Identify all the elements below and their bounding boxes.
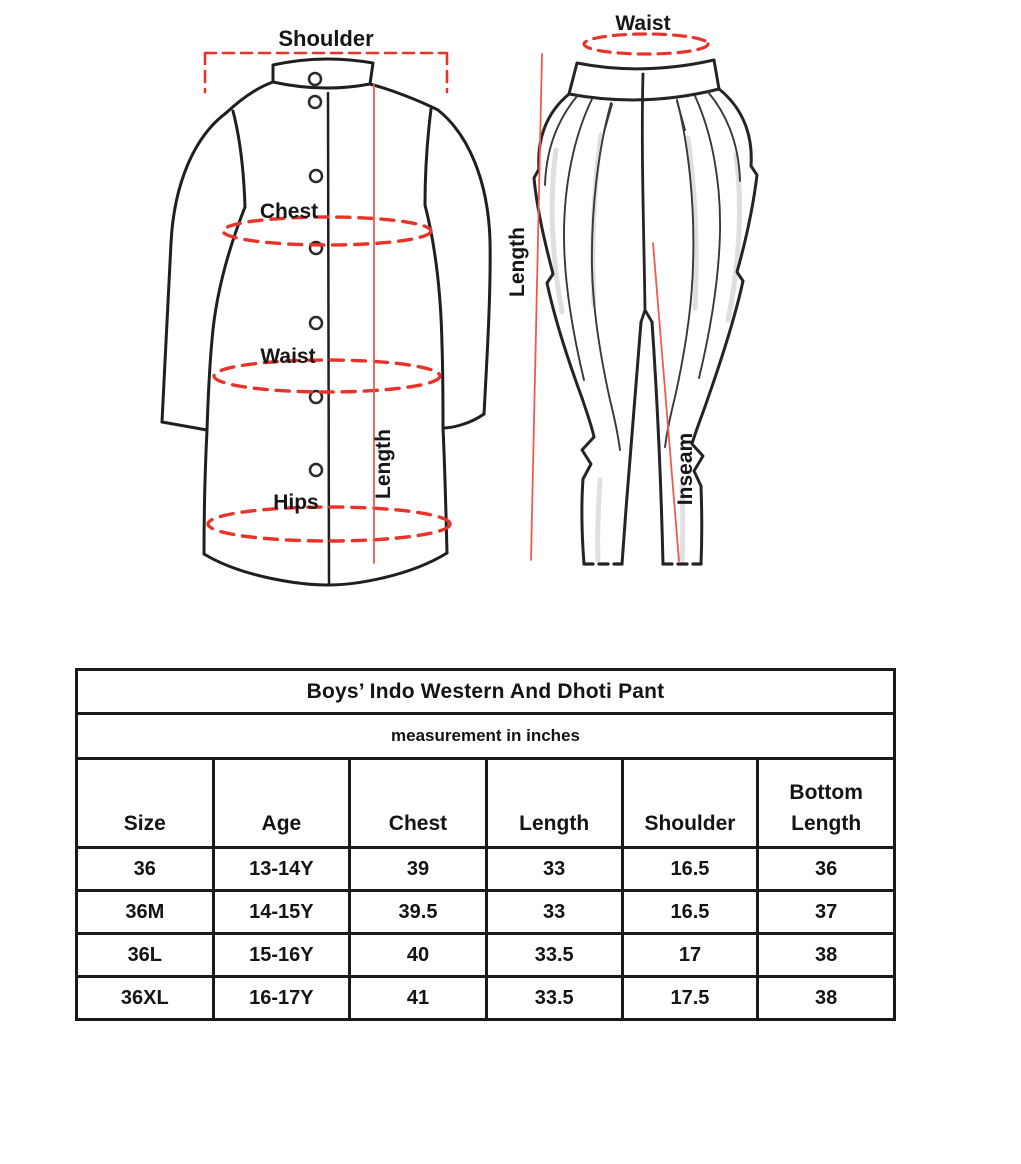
kurta-drawing — [162, 59, 490, 585]
table-subtitle: measurement in inches — [77, 714, 895, 759]
kurta-shoulder-right — [370, 84, 438, 110]
table-cell: 38 — [758, 934, 895, 977]
table-cell: 36XL — [77, 977, 214, 1020]
table-cell: 36L — [77, 934, 214, 977]
kurta-chest-label: Chest — [259, 200, 319, 223]
dhoti-inseam-label: Inseam — [674, 432, 697, 506]
table-row — [77, 977, 895, 1020]
table-cell: 15-16Y — [213, 934, 350, 977]
table-cell: 36 — [77, 848, 214, 891]
table-cell: 16-17Y — [213, 977, 350, 1020]
kurta-placket — [328, 93, 329, 585]
table-cell: 40 — [350, 934, 487, 977]
dhoti-waist-measure-ellipse — [584, 34, 708, 54]
table-cell: 33.5 — [486, 934, 622, 977]
dhoti-leg-right-inner — [652, 322, 663, 564]
column-header-bottom-length: Bottom Length — [758, 759, 895, 848]
table-cell: 37 — [758, 891, 895, 934]
table-cell: 39 — [350, 848, 487, 891]
kurta-armhole-left — [233, 111, 245, 207]
table-row — [77, 848, 895, 891]
table-cell: 33 — [486, 848, 622, 891]
kurta-sleeve-right-cuff — [443, 414, 484, 428]
kurta-body-left — [204, 430, 207, 554]
table-cell: 16.5 — [622, 891, 758, 934]
table-row — [77, 934, 895, 977]
size-chart-table — [75, 668, 896, 1021]
kurta-sleeve-right-inner — [425, 205, 443, 428]
table-cell: 14-15Y — [213, 891, 350, 934]
dhoti-length-label: Length — [506, 227, 529, 297]
table-cell: 17 — [622, 934, 758, 977]
column-header-chest: Chest — [350, 759, 487, 848]
table-cell: 33.5 — [486, 977, 622, 1020]
table-cell: 13-14Y — [213, 848, 350, 891]
chest-measure-ellipse — [223, 217, 431, 245]
table-title: Boys’ Indo Western And Dhoti Pant — [77, 670, 895, 714]
table-subtitle-row — [77, 714, 895, 759]
dhoti-leg-left-outer — [582, 479, 584, 564]
column-header-age: Age — [213, 759, 350, 848]
dhoti-leg-right-outer — [701, 486, 702, 564]
table-cell: 38 — [758, 977, 895, 1020]
kurta-sleeve-left-inner — [207, 207, 245, 430]
table-cell: 17.5 — [622, 977, 758, 1020]
column-header-size: Size — [77, 759, 214, 848]
dhoti-waist-label: Waist — [615, 12, 671, 35]
dhoti-length-measure-line — [531, 54, 542, 560]
kurta-hem — [204, 553, 447, 585]
table-cell: 36 — [758, 848, 895, 891]
dhoti-leg-left-inner — [622, 322, 641, 564]
kurta-armhole-right — [425, 109, 431, 205]
dhoti-drape-left — [534, 94, 594, 479]
kurta-sleeve-left-cuff — [162, 422, 207, 430]
table-cell: 39.5 — [350, 891, 487, 934]
table-row — [77, 891, 895, 934]
kurta-body-right — [443, 428, 447, 553]
table-title-row — [77, 670, 895, 714]
column-header-length: Length — [486, 759, 622, 848]
table-cell: 41 — [350, 977, 487, 1020]
column-header-shoulder: Shoulder — [622, 759, 758, 848]
dhoti-pant-drawing — [534, 60, 757, 564]
kurta-shoulder-label: Shoulder — [278, 26, 374, 51]
dhoti-center-crease — [641, 74, 652, 322]
kurta-shoulder-left — [226, 82, 273, 113]
kurta-sleeve-left-outer — [162, 113, 226, 422]
dhoti-drape-right — [692, 89, 757, 486]
waist-measure-ellipse — [214, 360, 440, 392]
table-header-row — [77, 759, 895, 848]
table-cell: 36M — [77, 891, 214, 934]
table-cell: 16.5 — [622, 848, 758, 891]
table-cell: 33 — [486, 891, 622, 934]
kurta-length-label: Length — [372, 429, 395, 499]
kurta-hips-label: Hips — [273, 491, 319, 514]
dhoti-shading — [552, 135, 739, 560]
kurta-collar — [273, 59, 373, 88]
kurta-sleeve-right-outer — [438, 110, 490, 414]
kurta-buttons — [309, 73, 322, 476]
kurta-waist-label: Waist — [260, 345, 316, 368]
